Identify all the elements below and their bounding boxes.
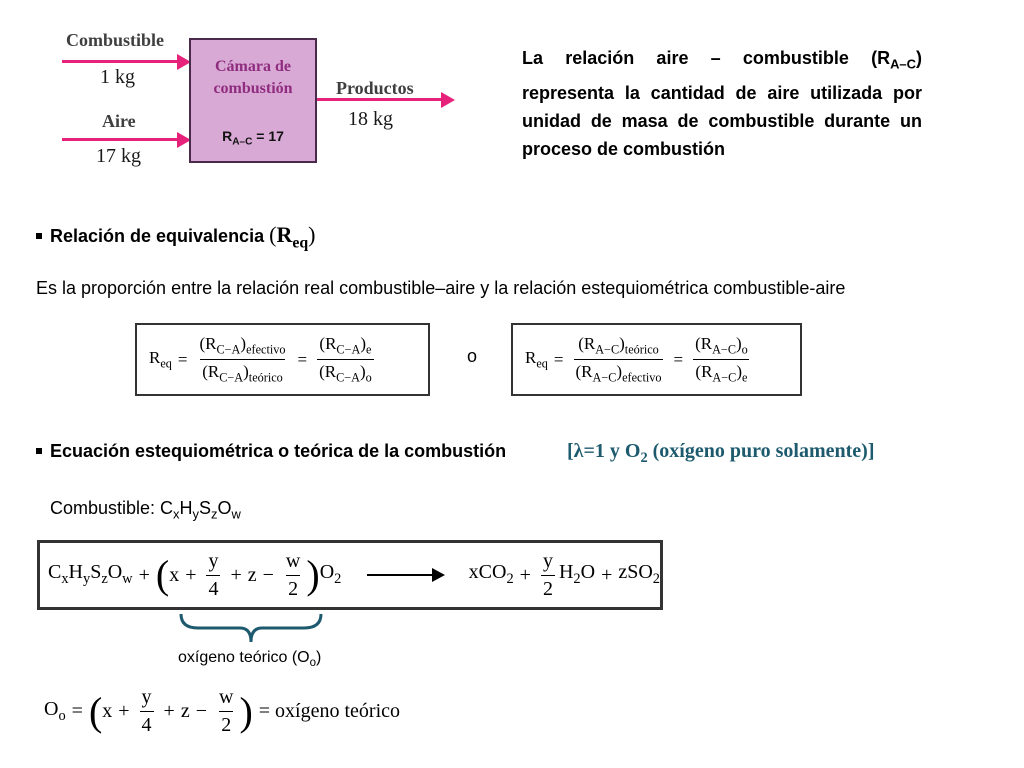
equivalence-symbol: $(R_{eq})$ bbox=[269, 222, 316, 252]
equals-sign: = bbox=[673, 349, 684, 369]
fuel-arrow bbox=[62, 60, 177, 63]
f1-lhs-r: R bbox=[149, 347, 161, 367]
fuel-label: Combustible bbox=[66, 30, 165, 50]
formula-box-air-fuel bbox=[511, 323, 802, 396]
f2-n1-sub: A−C bbox=[595, 342, 620, 356]
frac-w-2: $\frac{w}{2}$ bbox=[285, 549, 301, 600]
bullet-icon bbox=[36, 448, 42, 454]
ratio-value: = 17 bbox=[252, 128, 284, 144]
combustion-chamber bbox=[189, 38, 317, 163]
fuel-h: H bbox=[179, 498, 193, 518]
product-co2: xCO$_2$ bbox=[468, 561, 514, 588]
f2-n1-tail-sub: teórico bbox=[624, 342, 659, 356]
air-arrow bbox=[62, 138, 177, 141]
f2-d2-sub: A−C bbox=[712, 370, 737, 385]
stoich-note-b: (oxígeno puro solamente)] bbox=[647, 440, 875, 462]
theoretical-oxygen-definition bbox=[44, 686, 400, 737]
plus-sign: + bbox=[118, 700, 130, 722]
fuel-z: z bbox=[211, 506, 218, 522]
f2-n2-tail-sub: o bbox=[741, 342, 748, 356]
f2-d1-tail-sub: efectivo bbox=[622, 370, 662, 385]
equals-sign: = bbox=[177, 349, 188, 369]
f2-lhs-sub: eq bbox=[536, 356, 548, 371]
f1-n1-sub: C−A bbox=[216, 342, 241, 356]
f2-d1-sub: A−C bbox=[592, 370, 617, 385]
product-so2: zSO$_2$ bbox=[618, 561, 660, 588]
f2-lhs bbox=[525, 348, 548, 371]
products-label: Productos bbox=[336, 78, 414, 98]
ratio-sub: A–C bbox=[232, 136, 253, 148]
f1-d2-tail-sub: o bbox=[365, 370, 372, 385]
products-arrow-head bbox=[441, 92, 455, 108]
chamber-ratio bbox=[191, 128, 315, 148]
coef-z: z bbox=[247, 563, 257, 586]
stoich-note-sub: 2 bbox=[640, 450, 648, 467]
paren-open: ( bbox=[88, 688, 103, 734]
air-label: Aire bbox=[102, 111, 136, 131]
f1-n1-tail: ) bbox=[240, 333, 247, 353]
equals-sign: = bbox=[553, 349, 564, 369]
f1-n2: (R bbox=[319, 333, 337, 353]
paren-open: ( bbox=[155, 552, 170, 597]
f1-n2-sub: C−A bbox=[336, 342, 361, 356]
f2-fraction-2 bbox=[693, 334, 750, 386]
plus-sign: + bbox=[230, 563, 242, 586]
eq-symbol-sub: eq bbox=[292, 234, 309, 252]
f2-d2-tail: ) bbox=[736, 362, 742, 381]
brace-label-b: ) bbox=[316, 649, 322, 666]
equals-sign: = bbox=[71, 700, 83, 722]
frac-y-4: $\frac{y}{4}$ bbox=[141, 686, 152, 736]
fuel-x: x bbox=[173, 506, 180, 522]
air-qty: 17 kg bbox=[96, 145, 141, 167]
fuel-formula-c: Combustible: C bbox=[50, 498, 174, 518]
stoich-equation-box bbox=[37, 540, 663, 610]
f1-d2: (R bbox=[319, 362, 337, 381]
oxygen-brace-icon bbox=[178, 612, 324, 644]
fuel-y: y bbox=[192, 506, 200, 522]
paren-close: ) bbox=[306, 552, 320, 597]
minus-sign: − bbox=[195, 700, 207, 722]
coef-z: z bbox=[180, 700, 190, 722]
or-word: o bbox=[467, 346, 478, 366]
brace-label-sub: o bbox=[309, 657, 317, 670]
product-h2o: $H_2O$ bbox=[558, 561, 596, 588]
fuel-s: S bbox=[199, 498, 212, 518]
minus-sign: − bbox=[262, 563, 274, 586]
f1-lhs-sub: eq bbox=[160, 356, 172, 371]
f2-n2-tail: ) bbox=[735, 333, 742, 353]
plus-sign: + bbox=[163, 700, 175, 722]
oo-symbol: $O_o$ bbox=[44, 697, 66, 725]
frac-w-2: $\frac{w}{2}$ bbox=[219, 686, 234, 736]
equals-sign: = bbox=[297, 349, 308, 369]
f1-d1-sub: C−A bbox=[219, 370, 244, 385]
intro-text-a: La relación aire – combustible (R bbox=[522, 48, 891, 68]
intro-text-sub: A–C bbox=[890, 56, 916, 72]
plus-sign: + bbox=[601, 563, 613, 586]
f1-d1-tail-sub: teórico bbox=[248, 370, 283, 385]
frac-y-4: $\frac{y}{4}$ bbox=[208, 549, 219, 600]
paren-close: ) bbox=[239, 688, 253, 734]
f2-n2-sub: A−C bbox=[712, 342, 736, 356]
f2-d2: (R bbox=[695, 362, 713, 381]
formula-box-fuel-air bbox=[135, 323, 430, 396]
equivalence-heading bbox=[36, 222, 316, 253]
f1-n2-tail: ) bbox=[360, 333, 366, 353]
f2-lhs-r: R bbox=[525, 347, 537, 367]
coef-x: x bbox=[102, 700, 113, 722]
stoich-heading-text: Ecuación estequiométrica o teórica de la combustión bbox=[50, 441, 507, 461]
oxygen-brace-label bbox=[178, 649, 321, 669]
equivalence-heading-text: Relación de equivalencia bbox=[50, 226, 265, 246]
reactant-fuel: $C_xH_yS_zO_w$ bbox=[48, 561, 133, 588]
fuel-formula-label bbox=[50, 498, 241, 522]
oo-definition-tail: = oxígeno teórico bbox=[258, 700, 401, 722]
plus-sign: + bbox=[138, 563, 150, 586]
f1-n2-tail-sub: e bbox=[366, 342, 372, 356]
products-qty: 18 kg bbox=[348, 108, 393, 130]
f2-fraction-1 bbox=[574, 334, 664, 386]
f1-d2-tail: ) bbox=[359, 362, 366, 381]
plus-sign: + bbox=[185, 563, 197, 586]
frac-y-2: $\frac{y}{2}$ bbox=[542, 549, 553, 600]
f1-d1-tail: ) bbox=[243, 362, 249, 381]
stoich-heading bbox=[36, 441, 506, 462]
plus-sign: + bbox=[519, 563, 531, 586]
intro-text-b: ) representa la cantidad de aire utilizada por unidad de masa de combustible durante un proceso de combustión bbox=[522, 48, 922, 159]
f2-n2: (R bbox=[695, 333, 713, 353]
equivalence-definition: Es la proporción entre la relación real combustible–aire y la relación estequiométrica combustible-aire bbox=[36, 278, 846, 298]
f1-n1-tail-sub: efectivo bbox=[246, 342, 286, 356]
eq-symbol-r: R bbox=[276, 222, 293, 247]
f2-d2-tail-sub: e bbox=[742, 370, 748, 385]
ratio-symbol: R bbox=[222, 128, 233, 144]
f1-d1: (R bbox=[202, 362, 220, 381]
stoich-note-a: [λ=1 y O bbox=[567, 440, 641, 462]
f1-n1: (R bbox=[199, 333, 217, 353]
air-fuel-ratio-definition bbox=[522, 44, 922, 163]
fuel-w: w bbox=[231, 506, 241, 522]
reaction-arrow bbox=[367, 574, 442, 576]
chamber-title bbox=[191, 56, 315, 100]
fuel-qty: 1 kg bbox=[100, 66, 135, 88]
fuel-o: O bbox=[217, 498, 232, 518]
f2-d1: (R bbox=[575, 362, 593, 381]
oxygen: $O_2$ bbox=[319, 561, 342, 588]
chamber-title-line2: combustión bbox=[213, 80, 293, 97]
brace-label-a: oxígeno teórico (O bbox=[178, 649, 310, 666]
chamber-title-line1: Cámara de bbox=[215, 58, 291, 75]
stoich-note bbox=[567, 440, 874, 467]
f2-n1-tail: ) bbox=[619, 333, 625, 353]
f1-fraction-1 bbox=[198, 334, 288, 386]
f1-fraction-2 bbox=[317, 334, 374, 386]
f1-lhs bbox=[149, 348, 172, 371]
f1-d2-sub: C−A bbox=[336, 370, 360, 385]
products-arrow bbox=[317, 98, 441, 101]
bullet-icon bbox=[36, 233, 42, 239]
f2-d1-tail: ) bbox=[616, 362, 623, 381]
f2-n1: (R bbox=[578, 333, 596, 353]
coef-x: x bbox=[169, 563, 180, 586]
